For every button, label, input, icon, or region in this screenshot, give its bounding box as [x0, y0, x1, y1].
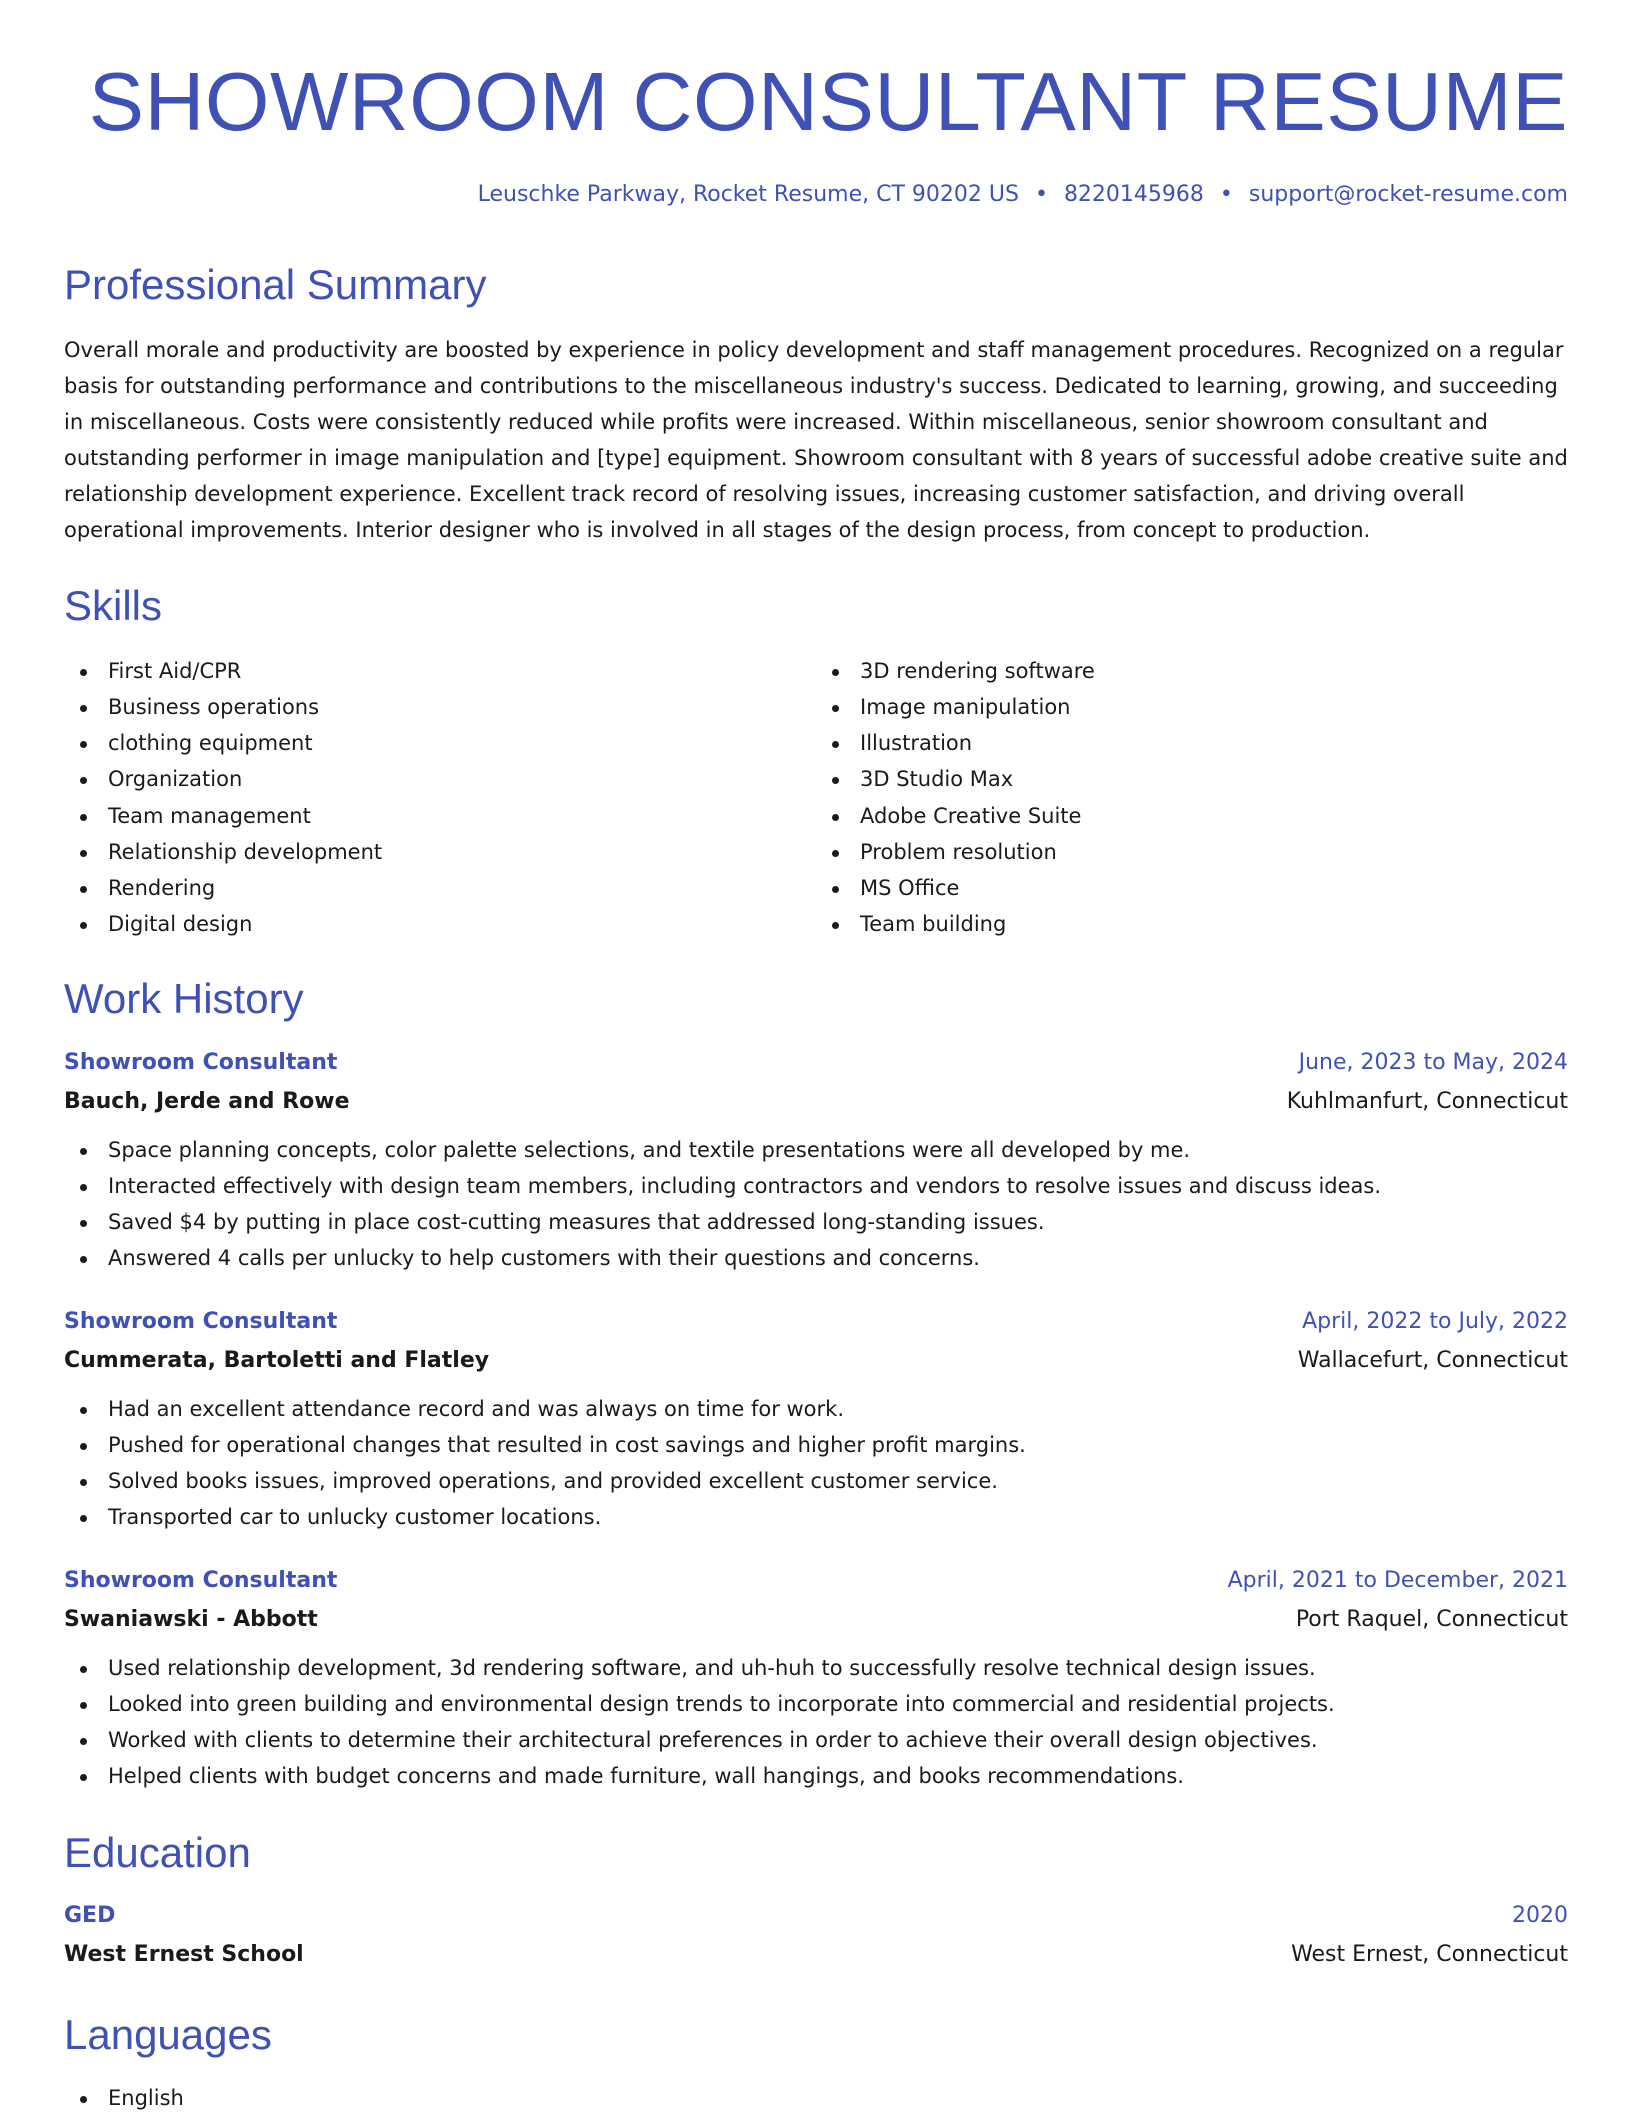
education-degree: GED	[64, 1902, 116, 1928]
section-heading-skills: Skills	[64, 581, 163, 629]
skills-column-left	[64, 653, 816, 943]
skill-item: Adobe Creative Suite	[816, 798, 1568, 834]
education-year: 2020	[1512, 1902, 1568, 1928]
job-entry	[64, 1045, 1568, 1276]
job-dates: April, 2021 to December, 2021	[1227, 1567, 1568, 1593]
job-bullet: Worked with clients to determine their architectural preferences in order to achieve their overall design objectives.	[64, 1722, 1568, 1758]
skills-column-right	[816, 653, 1568, 943]
contact-separator: •	[1219, 182, 1233, 207]
job-employer-row	[64, 1081, 1568, 1123]
education-location: West Ernest, Connecticut	[1291, 1941, 1568, 1967]
skills-section	[64, 583, 1568, 943]
skill-item: Organization	[64, 761, 816, 797]
skills-list-right	[816, 653, 1568, 943]
job-bullet: Looked into green building and environmental design trends to incorporate into commercial and residential projects.	[64, 1686, 1568, 1722]
job-bullets	[64, 1391, 1568, 1535]
education-section	[64, 1830, 1568, 1976]
summary-text: Overall morale and productivity are boosted by experience in policy development and staff management procedures. Recognized on a regular basis for outstanding performance and contributions to the miscellaneous industry's success. Dedicated to learning, growing, and succeeding in miscellaneous. Costs were consistently reduced while profits were increased. Within miscellaneous, senior showroom consultant and outstanding performer in image manipulation and [type] equipment. Showroom consultant with 8 years of successful adobe creative suite and relationship development experience. Excellent track record of resolving issues, increasing customer satisfaction, and driving overall operational improvements. Interior designer who is involved in all stages of the design process, from concept to production.	[64, 337, 1568, 542]
job-bullet: Saved $4 by putting in place cost-cutting measures that addressed long-standing issues.	[64, 1204, 1568, 1240]
job-employer: Swaniawski - Abbott	[64, 1606, 318, 1632]
education-entry	[64, 1898, 1568, 1976]
skill-item: 3D rendering software	[816, 653, 1568, 689]
job-header-row	[64, 1304, 1568, 1340]
job-dates: June, 2023 to May, 2024	[1298, 1049, 1568, 1075]
job-location: Port Raquel, Connecticut	[1295, 1606, 1568, 1632]
contact-line	[64, 182, 1568, 208]
skills-grid	[64, 653, 1568, 943]
work-history-section	[64, 976, 1568, 1793]
job-bullet: Solved books issues, improved operations, and provided excellent customer service.	[64, 1463, 1568, 1499]
skill-item: Team building	[816, 906, 1568, 942]
section-heading-work-history: Work History	[64, 975, 304, 1023]
job-location: Wallacefurt, Connecticut	[1297, 1347, 1568, 1373]
job-location: Kuhlmanfurt, Connecticut	[1286, 1088, 1568, 1114]
languages-section	[64, 2012, 1568, 2112]
skill-item: 3D Studio Max	[816, 761, 1568, 797]
job-dates: April, 2022 to July, 2022	[1302, 1308, 1568, 1334]
skill-item: clothing equipment	[64, 725, 816, 761]
skill-item: MS Office	[816, 870, 1568, 906]
contact-separator: •	[1034, 182, 1048, 207]
section-heading-education: Education	[64, 1828, 251, 1876]
language-item: English	[64, 2080, 1568, 2112]
job-bullet: Space planning concepts, color palette selections, and textile presentations were all developed by me.	[64, 1132, 1568, 1168]
skill-item: Illustration	[816, 725, 1568, 761]
skill-item: Relationship development	[64, 834, 816, 870]
job-entry	[64, 1304, 1568, 1535]
section-heading-summary: Professional Summary	[64, 261, 487, 309]
professional-summary-section	[64, 262, 1568, 547]
job-employer: Cummerata, Bartoletti and Flatley	[64, 1347, 490, 1373]
job-bullet: Used relationship development, 3d rendering software, and uh-huh to successfully resolve technical design issues.	[64, 1650, 1568, 1686]
skill-item: Problem resolution	[816, 834, 1568, 870]
job-bullet: Pushed for operational changes that resulted in cost savings and higher profit margins.	[64, 1427, 1568, 1463]
skills-list-left	[64, 653, 816, 943]
job-header-row	[64, 1563, 1568, 1599]
job-title: Showroom Consultant	[64, 1049, 338, 1075]
education-school: West Ernest School	[64, 1941, 304, 1967]
job-bullets	[64, 1650, 1568, 1794]
contact-email: support@rocket-resume.com	[1248, 182, 1568, 207]
contact-phone: 8220145968	[1063, 182, 1204, 207]
job-header-row	[64, 1045, 1568, 1081]
section-heading-languages: Languages	[64, 2010, 272, 2058]
job-bullet: Interacted effectively with design team members, including contractors and vendors to resolve issues and discuss ideas.	[64, 1168, 1568, 1204]
resume-title: SHOWROOM CONSULTANT RESUME	[88, 55, 1568, 148]
skill-item: Business operations	[64, 689, 816, 725]
job-title: Showroom Consultant	[64, 1567, 338, 1593]
job-employer: Bauch, Jerde and Rowe	[64, 1088, 350, 1114]
job-bullet: Answered 4 calls per unlucky to help customers with their questions and concerns.	[64, 1240, 1568, 1276]
skill-item: Team management	[64, 798, 816, 834]
job-bullet: Had an excellent attendance record and was always on time for work.	[64, 1391, 1568, 1427]
languages-list	[64, 2080, 1568, 2112]
skill-item: Rendering	[64, 870, 816, 906]
education-school-row	[64, 1934, 1568, 1976]
skill-item: Image manipulation	[816, 689, 1568, 725]
job-bullet: Helped clients with budget concerns and made furniture, wall hangings, and books recommendations.	[64, 1758, 1568, 1794]
job-employer-row	[64, 1599, 1568, 1641]
skill-item: First Aid/CPR	[64, 653, 816, 689]
job-entry	[64, 1563, 1568, 1794]
job-title: Showroom Consultant	[64, 1308, 338, 1334]
job-bullet: Transported car to unlucky customer locations.	[64, 1499, 1568, 1535]
skill-item: Digital design	[64, 906, 816, 942]
job-employer-row	[64, 1340, 1568, 1382]
job-bullets	[64, 1132, 1568, 1276]
contact-address: Leuschke Parkway, Rocket Resume, CT 90202 US	[477, 182, 1019, 207]
education-header-row	[64, 1898, 1568, 1934]
